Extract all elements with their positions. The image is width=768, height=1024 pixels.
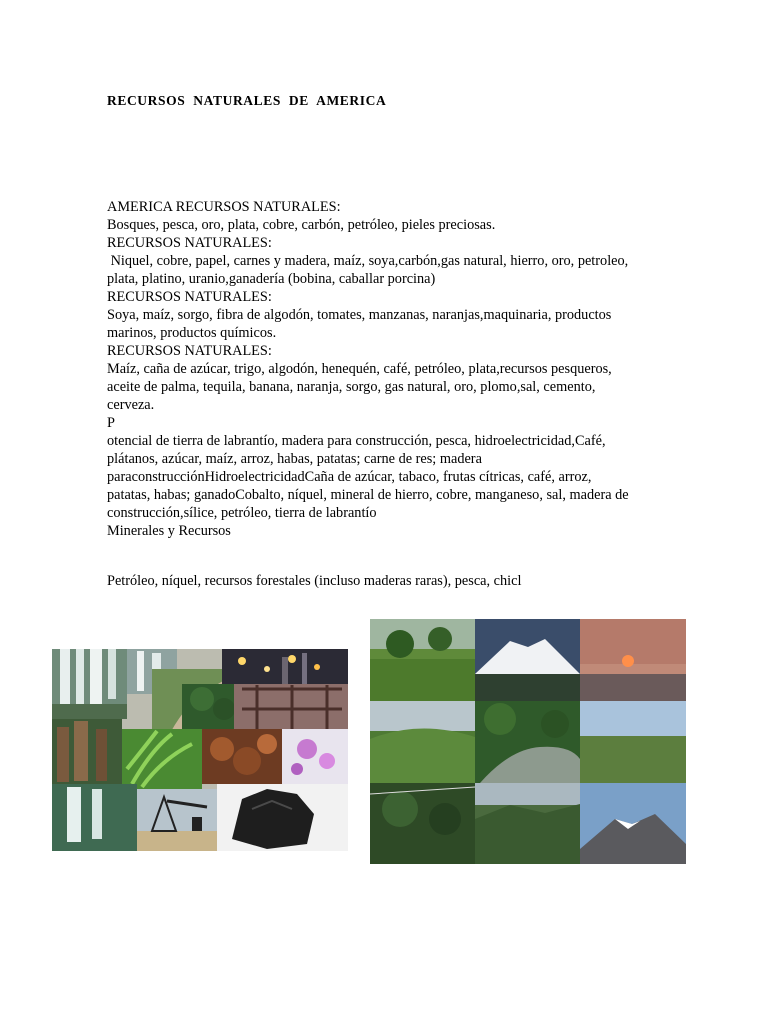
text-line: Niquel, cobre, papel, carnes y madera, maíz, soya,carbón,gas natural, hierro, oro, petroleo,: [107, 253, 629, 269]
text-line: marinos, productos químicos.: [107, 325, 277, 341]
text-line: Maíz, caña de azúcar, trigo, algodón, henequén, café, petróleo, plata,recursos pesqueros,: [107, 361, 612, 377]
text-line: Soya, maíz, sorgo, fibra de algodón, tomates, manzanas, naranjas,maquinaria, productos: [107, 307, 612, 323]
collage-left-art: [52, 649, 348, 851]
landscapes-grid-photo: [370, 619, 686, 864]
text-line: RECURSOS NATURALES:: [107, 343, 272, 359]
text-line: Bosques, pesca, oro, plata, cobre, carbón, petróleo, pieles preciosas.: [107, 217, 496, 233]
text-line: aceite de palma, tequila, banana, naranja, sorgo, gas natural, oro, plomo,sal, cemento,: [107, 379, 596, 395]
natural-resources-collage-photo: [52, 649, 348, 851]
text-line: otencial de tierra de labrantío, madera para construcción, pesca, hidroelectricidad,Café,: [107, 433, 606, 449]
text-line: plátanos, azúcar, maíz, arroz, habas, patatas; carne de res; madera: [107, 451, 482, 467]
collage-right-art: [370, 619, 686, 864]
text-line: cerveza.: [107, 397, 155, 413]
text-line: patatas, habas; ganadoCobalto, níquel, mineral de hierro, cobre, manganeso, sal, madera de: [107, 487, 629, 503]
body-text: [107, 198, 667, 540]
text-line: construcción,sílice, petróleo, tierra de labrantío: [107, 505, 377, 521]
text-line: plata, platino, uranio,ganadería (bobina, caballar porcina): [107, 271, 436, 287]
text-line: AMERICA RECURSOS NATURALES:: [107, 199, 341, 215]
text-line: paraconstrucciónHidroelectricidadCaña de azúcar, tabaco, frutas cítricas, café, arroz,: [107, 469, 592, 485]
page-title: RECURSOS NATURALES DE AMERICA: [107, 93, 387, 108]
text-line: Minerales y Recursos: [107, 523, 231, 539]
text-line: P: [107, 415, 115, 431]
closing-line: Petróleo, níquel, recursos forestales (incluso maderas raras), pesca, chicl: [107, 573, 522, 589]
text-line: RECURSOS NATURALES:: [107, 235, 272, 251]
text-line: RECURSOS NATURALES:: [107, 289, 272, 305]
